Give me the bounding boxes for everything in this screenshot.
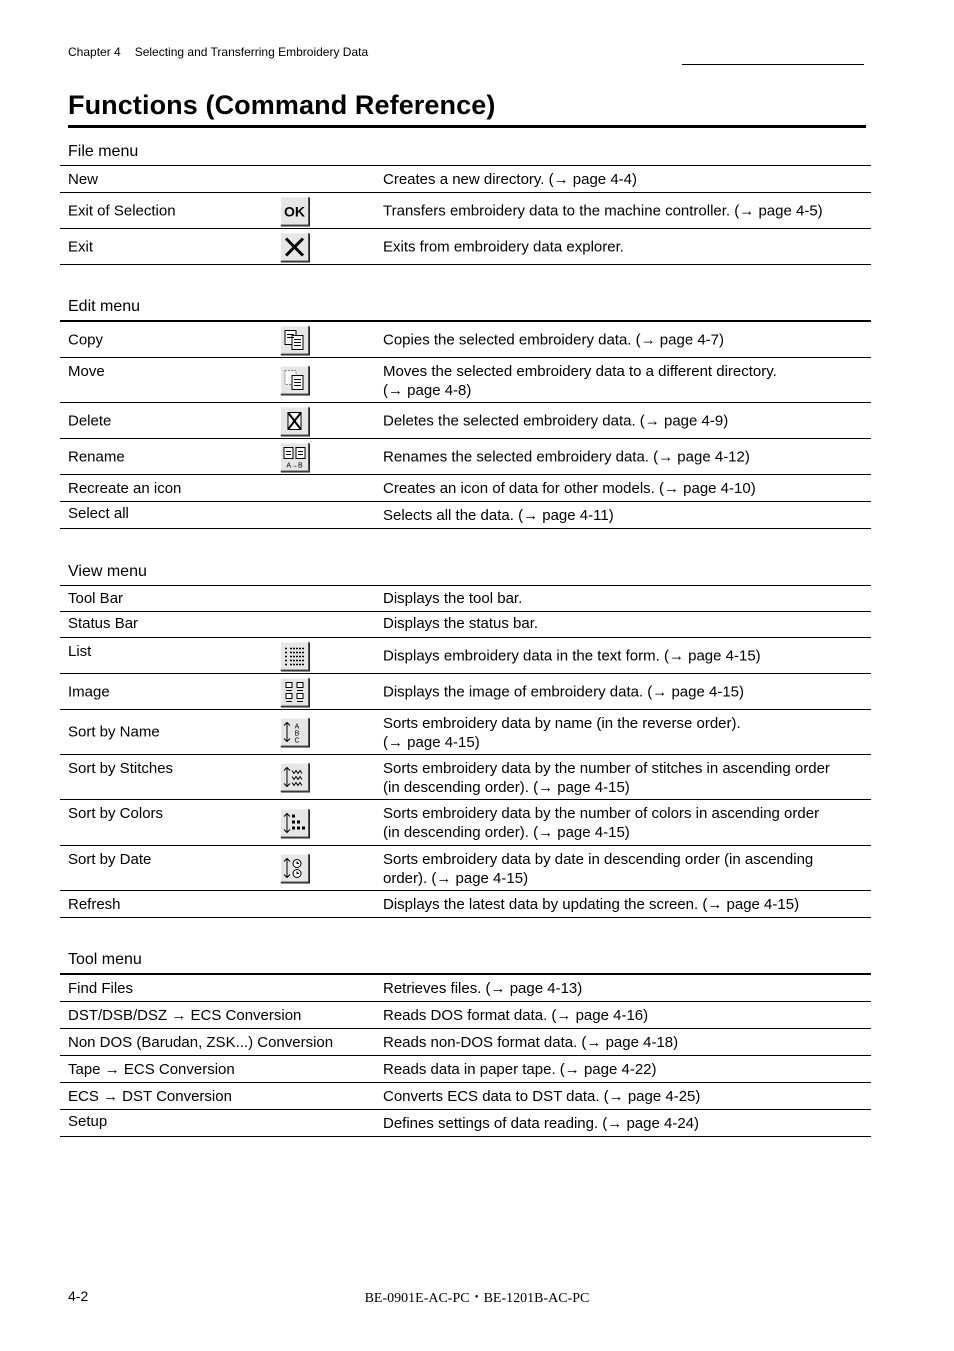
rename-icon (280, 442, 309, 471)
command-description: Reads DOS format data. (→ page 4-16) (383, 1007, 649, 1024)
chapter-title: Selecting and Transferring Embroidery Data (134, 45, 369, 59)
view-menu-section (60, 559, 871, 918)
table-row (60, 800, 871, 846)
command-description: Exits from embroidery data explorer. (383, 238, 624, 255)
command-name: Delete (68, 412, 112, 429)
table-row (60, 586, 871, 612)
command-name: DST/DSB/DSZ → ECS Conversion (68, 1007, 302, 1024)
command-description: Renames the selected embroidery data. (→ page 4-12) (383, 448, 750, 465)
command-name: Rename (68, 448, 125, 465)
page-title: Functions (Command Reference) (68, 90, 496, 120)
table-row (60, 1056, 871, 1083)
command-description: Displays the status bar. (383, 615, 539, 632)
command-description: Converts ECS data to DST data. (→ page 4-25) (383, 1088, 701, 1105)
command-description: Displays the tool bar. (383, 590, 523, 607)
svg-text:A: A (294, 723, 300, 731)
command-description: Copies the selected embroidery data. (→ page 4-7) (383, 331, 725, 348)
delete-icon (280, 406, 309, 435)
description-line: Sorts embroidery data by the number of colors in ascending order (383, 805, 820, 822)
command-name: Sort by Name (68, 723, 160, 741)
command-description: Deletes the selected embroidery data. (→ page 4-9) (383, 412, 729, 429)
table-row (60, 322, 871, 358)
svg-text:A→B: A→B (286, 462, 303, 469)
description-line: (→ page 4-15) (383, 734, 480, 751)
table-row (60, 475, 871, 502)
command-name: Copy (68, 331, 104, 348)
command-name: ECS → DST Conversion (68, 1088, 232, 1105)
edit-menu-section (60, 294, 871, 529)
command-name: Exit of Selection (68, 202, 176, 219)
table-row (60, 846, 871, 891)
description-line: (→ page 4-8) (383, 382, 472, 399)
command-name: Sort by Stitches (68, 760, 174, 777)
list-view-icon (280, 641, 309, 670)
command-name: Find Files (68, 980, 134, 997)
header-rule (682, 64, 864, 65)
command-name: Select all (68, 505, 129, 522)
description-line: Sorts embroidery data by date in descending order (in ascending (383, 851, 814, 868)
command-description: Defines settings of data reading. (→ page 4-24) (383, 1115, 700, 1132)
command-name: Recreate an icon (68, 480, 182, 497)
command-name: Tape → ECS Conversion (68, 1061, 235, 1078)
description-line: Sorts embroidery data by the number of stitches in ascending order (383, 760, 830, 777)
description-line: Moves the selected embroidery data to a different directory. (383, 363, 777, 380)
command-description (383, 362, 868, 400)
command-description: Selects all the data. (→ page 4-11) (383, 507, 614, 524)
table-row (60, 975, 871, 1002)
table-row (60, 1083, 871, 1110)
table-row (60, 439, 871, 475)
table-row (60, 674, 871, 710)
command-description: Transfers embroidery data to the machine controller. (→ page 4-5) (383, 202, 823, 219)
command-name: Sort by Date (68, 851, 152, 868)
description-line: order). (→ page 4-15) (383, 870, 529, 887)
command-name: Status Bar (68, 615, 139, 632)
section-title: View menu (60, 559, 871, 586)
title-rule (68, 125, 866, 128)
table-row (60, 638, 871, 674)
description-line: Sorts embroidery data by name (in the reverse order). (383, 715, 741, 732)
section-title: Tool menu (60, 947, 871, 975)
command-description: Retrieves files. (→ page 4-13) (383, 980, 583, 997)
command-description: Reads non-DOS format data. (→ page 4-18) (383, 1034, 679, 1051)
sort-stitches-icon (280, 763, 309, 792)
svg-text:B: B (294, 730, 300, 738)
svg-text:OK: OK (284, 203, 305, 219)
command-name: Setup (68, 1113, 108, 1130)
model-number: BE-0901E-AC-PC・BE-1201B-AC-PC (364, 1291, 590, 1306)
description-line: (in descending order). (→ page 4-15) (383, 824, 630, 841)
table-row (60, 193, 871, 229)
table-row (60, 612, 871, 638)
table-row (60, 403, 871, 439)
sort-date-icon (280, 854, 309, 883)
command-name: New (68, 171, 99, 188)
table-row (60, 710, 871, 755)
command-name: Move (68, 363, 105, 380)
command-description (383, 759, 868, 797)
svg-text:C: C (294, 737, 300, 745)
copy-icon (280, 325, 309, 354)
chapter-number: Chapter 4 (68, 45, 121, 59)
file-menu-section (60, 139, 871, 265)
table-row (60, 166, 871, 193)
command-description (383, 804, 868, 842)
page-number: 4-2 (68, 1288, 89, 1304)
table-row (60, 1002, 871, 1029)
table-row (60, 1029, 871, 1056)
table-row (60, 358, 871, 403)
move-icon (280, 366, 309, 395)
ok-icon (280, 196, 309, 225)
close-x-icon (280, 232, 309, 261)
image-view-icon (280, 677, 309, 706)
command-description: Reads data in paper tape. (→ page 4-22) (383, 1061, 657, 1078)
sort-name-icon (280, 718, 309, 747)
table-row (60, 229, 871, 265)
command-description (383, 714, 868, 752)
command-name: Non DOS (Barudan, ZSK...) Conversion (68, 1034, 334, 1051)
command-name: List (68, 643, 92, 660)
command-description: Displays the latest data by updating the screen. (→ page 4-15) (383, 896, 800, 913)
table-row (60, 502, 871, 529)
command-description (383, 850, 868, 888)
table-row (60, 891, 871, 918)
table-row (60, 755, 871, 800)
command-name: Image (68, 683, 110, 700)
sort-colors-icon (280, 808, 309, 837)
command-name: Tool Bar (68, 590, 124, 607)
running-header (68, 45, 368, 59)
command-description: Displays the image of embroidery data. (→ page 4-15) (383, 683, 745, 700)
command-name: Sort by Colors (68, 805, 164, 822)
description-line: (in descending order). (→ page 4-15) (383, 779, 630, 796)
table-row (60, 1110, 871, 1137)
command-name: Refresh (68, 896, 121, 913)
command-name: Exit (68, 238, 94, 255)
section-title: File menu (60, 139, 871, 166)
command-description: Creates an icon of data for other models. (→ page 4-10) (383, 480, 756, 497)
command-description: Displays embroidery data in the text form. (→ page 4-15) (383, 647, 761, 664)
tool-menu-section (60, 947, 871, 1137)
section-title: Edit menu (60, 294, 871, 322)
command-description: Creates a new directory. (→ page 4-4) (383, 171, 637, 188)
